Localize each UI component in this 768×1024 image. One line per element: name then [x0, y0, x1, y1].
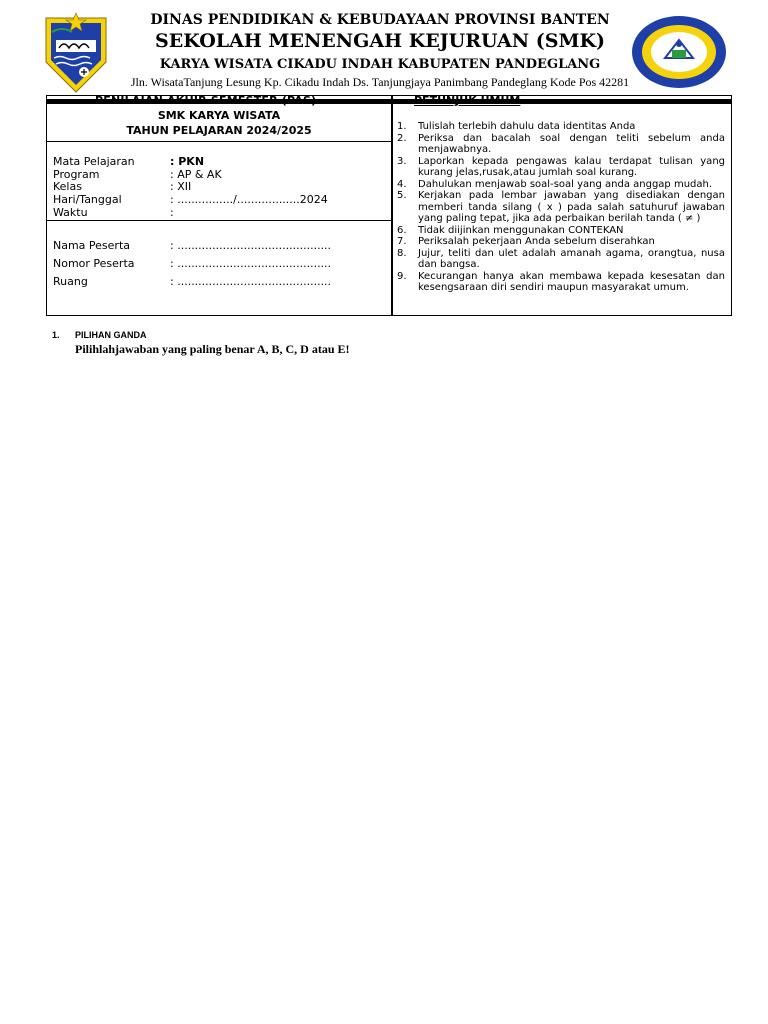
list-item: 3. Laporkan kepada pengawas kalau terdapat tulisan yang kurang jelas,rusak,atau jumlah soal kurang.	[397, 155, 725, 178]
list-item: 1. Tulislah terlebih dahulu data identitas Anda	[397, 121, 636, 132]
info-row: Program : AP & AK	[53, 167, 222, 181]
info-row: Mata Pelajaran : PKN	[53, 155, 205, 168]
list-item: 8. Jujur, teliti dan ulet adalah amanah agama, orangtua, nusa dan bangsa.	[397, 247, 725, 270]
list-item: 7. Periksalah pekerjaan Anda sebelum diserahkan	[397, 236, 655, 247]
list-item: 4. Dahulukan menjawab soal-soal yang anda anggap mudah.	[397, 178, 713, 190]
list-item: 5. Kerjakan pada lembar jawaban yang disediakan dengan memberi tanda silang ( x ) pada salah satuhuruf jawaban yang paling tepat, jika ada perbaikan berilah tanda ( ≠ )	[397, 190, 725, 224]
list-item: 2. Periksa dan bacalah soal dengan teliti sebelum anda menjawabnya.	[397, 132, 725, 155]
banten-province-logo	[44, 12, 108, 94]
header-address: Jln. WisataTanjung Lesung Kp. Cikadu Indah Ds. Tanjungjaya Panimbang Pandeglang Kode Pos 42281	[130, 75, 630, 89]
box-divider	[46, 220, 392, 221]
info-row: Waktu :	[53, 205, 174, 219]
info-row: Kelas : XII	[53, 180, 192, 194]
instructions-list	[397, 121, 725, 294]
subject-info	[53, 156, 328, 220]
header-agency: DINAS PENDIDIKAN & KEBUDAYAAN PROVINSI BANTEN	[150, 12, 610, 28]
header-divider	[46, 99, 732, 104]
participant-info	[53, 239, 331, 293]
school-title: SMK KARYA WISATA	[157, 109, 281, 122]
section-number: 1.	[52, 330, 60, 340]
list-item: 6. Tidak diijinkan menggunakan CONTEKAN	[397, 224, 624, 236]
info-row: Hari/Tanggal : ................/..................2024	[53, 193, 328, 207]
header-school-type: SEKOLAH MENENGAH KEJURUAN (SMK)	[155, 30, 605, 52]
box-divider	[46, 141, 392, 142]
section-title: PILIHAN GANDA	[75, 330, 147, 340]
list-item: 9. Kecurangan hanya akan membawa kepada kesesatan dan kesengsaraan diri sendiri maupun masyarakat umum.	[397, 270, 725, 293]
room-field[interactable]: Ruang : ............................................	[53, 275, 332, 288]
section-instruction: Pilihlahjawaban yang paling benar A, B, C, D atau E!	[75, 342, 350, 356]
header-school-name: KARYA WISATA CIKADU INDAH KABUPATEN PANDEGLANG	[159, 57, 601, 72]
participant-name-field[interactable]: Nama Peserta : ............................................	[53, 239, 332, 252]
participant-number-field[interactable]: Nomor Peserta : ............................................	[53, 257, 332, 270]
academic-year: TAHUN PELAJARAN 2024/2025	[126, 124, 312, 137]
